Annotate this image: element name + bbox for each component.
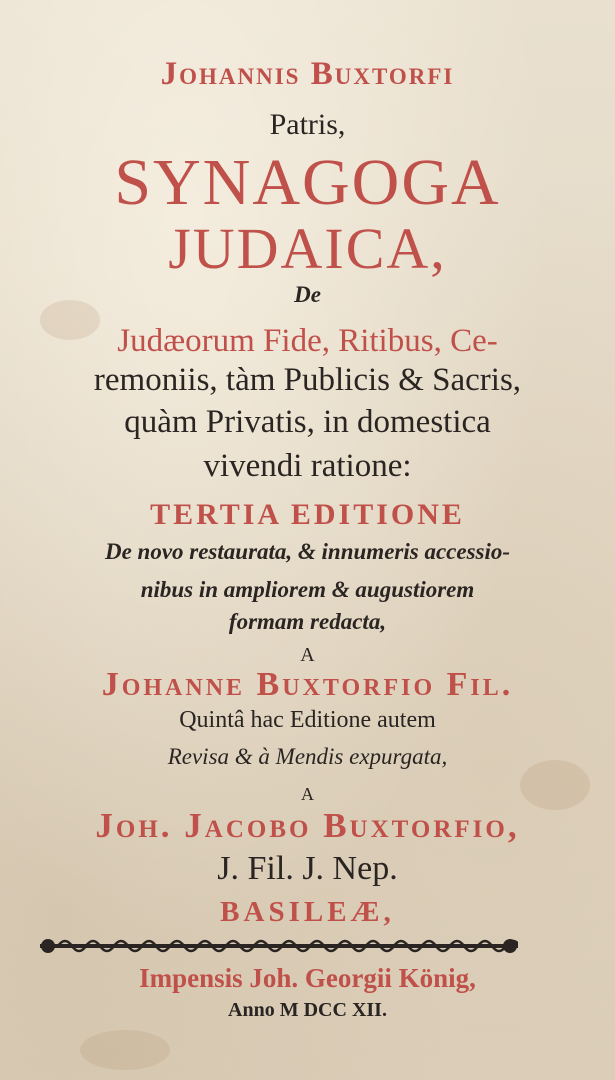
edition-note-line-1: De novo restaurata, & innumeris accessio- xyxy=(104,539,511,564)
title-judaica: JUDAICA, xyxy=(168,216,447,281)
ornament-rule-icon xyxy=(40,935,518,957)
subtitle-line-1: Judæorum Fide, Ritibus, Ce- xyxy=(117,323,498,359)
by-a-first: A xyxy=(300,644,315,666)
editor-second: Joh. Jacobo Buxtorfio, xyxy=(95,806,520,845)
author-name: Johannis Buxtorfi xyxy=(160,56,455,92)
subtitle-line-3: quàm Privatis, in domestica xyxy=(124,404,491,440)
editor-first: Johanne Buxtorfio Fil. xyxy=(101,666,514,703)
subtitle-line-2: remoniis, tàm Publicis & Sacris, xyxy=(93,362,522,398)
paper-stain xyxy=(80,1030,170,1070)
patris-line: Patris, xyxy=(269,108,346,141)
de-line: De xyxy=(294,282,321,307)
year-line: Anno M DCC XII. xyxy=(228,999,387,1021)
publisher-line: Impensis Joh. Georgii König, xyxy=(139,963,476,993)
edition-note-line-2: nibus in ampliorem & augustiorem xyxy=(140,577,475,602)
imprint-place: BASILEÆ, xyxy=(220,896,395,928)
edition-heading: TERTIA EDITIONE xyxy=(150,498,465,531)
quinta-line: Quintâ hac Editione autem xyxy=(179,707,436,733)
by-a-second: A xyxy=(301,784,314,804)
title-synagoga: SYNAGOGA xyxy=(114,146,501,219)
subtitle-line-4: vivendi ratione: xyxy=(203,448,412,484)
editor-second-suffix: J. Fil. J. Nep. xyxy=(217,850,398,887)
revisa-line: Revisa & à Mendis expurgata, xyxy=(167,744,448,769)
edition-note-line-3: formam redacta, xyxy=(228,609,387,634)
